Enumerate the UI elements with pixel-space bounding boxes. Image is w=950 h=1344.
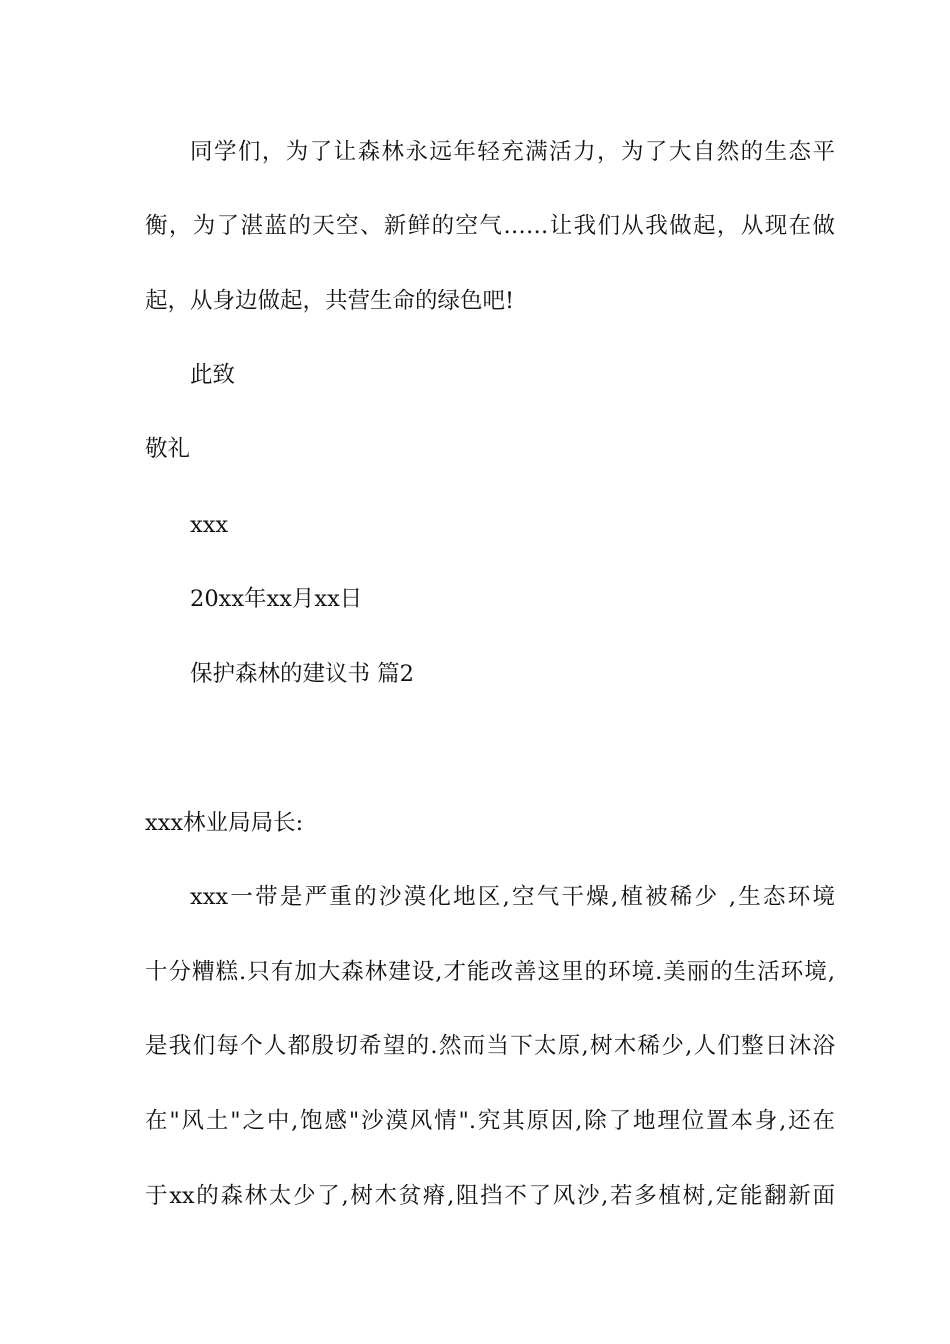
paragraph-line: 十分糟糕.只有加大森林建设,才能改善这里的环境.美丽的生活环境, xyxy=(145,959,835,985)
paragraph-line: 于xx的森林太少了,树木贫瘠,阻挡不了风沙,若多植树,定能翻新面 xyxy=(145,1183,835,1209)
signature-text: xxx xyxy=(190,512,229,538)
addressee-text: xxx林业局局长: xyxy=(145,810,304,836)
paragraph-line: 同学们，为了让森林永远年轻充满活力，为了大自然的生态平 xyxy=(190,139,835,165)
salute-text: 敬礼 xyxy=(145,436,191,462)
date-text: 20xx年xx月xx日 xyxy=(190,586,363,612)
section-title: 保护森林的建议书 篇2 xyxy=(190,661,414,687)
closing-text: 此致 xyxy=(190,362,236,388)
paragraph-line: xxx一带是严重的沙漠化地区,空气干燥,植被稀少 ,生态环境 xyxy=(190,884,835,910)
paragraph-line: 在"风土"之中,饱感"沙漠风情".究其原因,除了地理位置本身,还在 xyxy=(145,1108,835,1134)
paragraph-line: 起，从身边做起，共营生命的绿色吧! xyxy=(145,288,515,314)
paragraph-line: 是我们每个人都殷切希望的.然而当下太原,树木稀少,人们整日沐浴 xyxy=(145,1033,835,1059)
paragraph-line: 衡，为了湛蓝的天空、新鲜的空气……让我们从我做起，从现在做 xyxy=(145,213,835,239)
